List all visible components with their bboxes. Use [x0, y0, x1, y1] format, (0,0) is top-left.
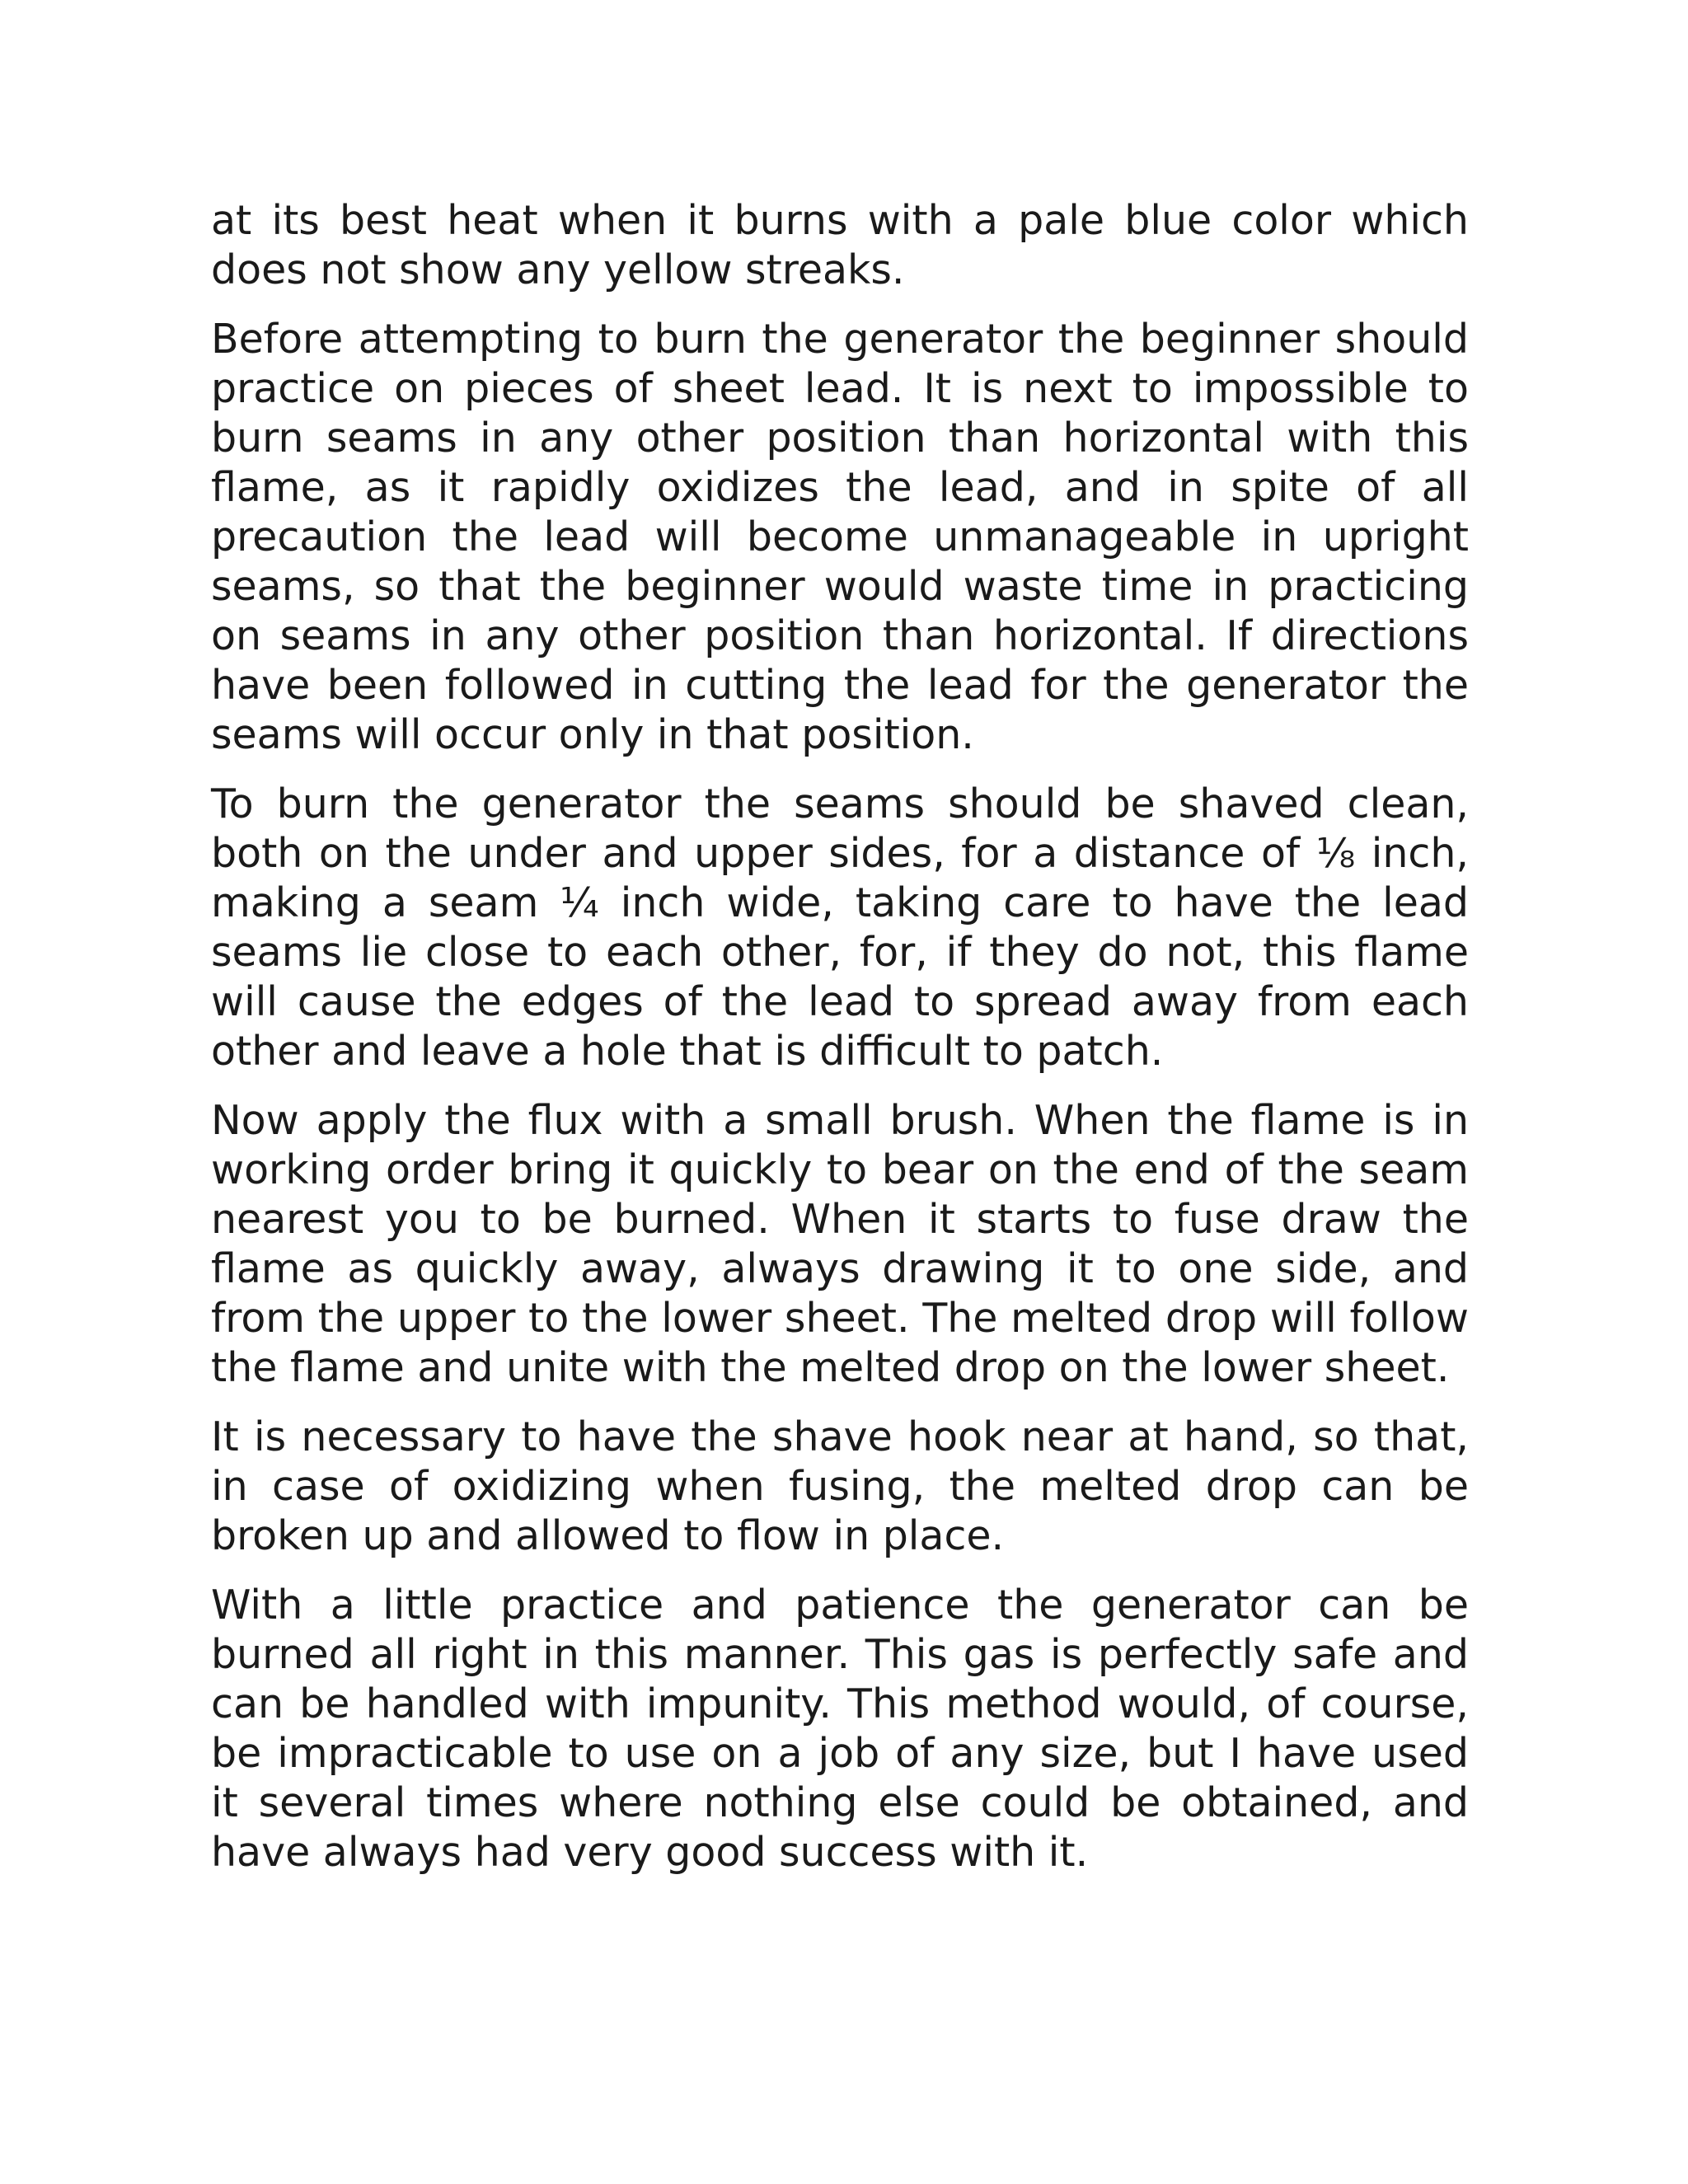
paragraph-1: at its best heat when it burns with a pale blue color which does not show any yellow streaks. — [211, 197, 1469, 293]
paragraph-4: Now apply the flux with a small brush. When the flame is in working order bring it quickly to bear on the end of the seam nearest you to be burned. When it starts to fuse draw the flame as quickly away, always drawing it to one side, and from the upper to the lower sheet. The melted drop will follow the flame and unite with the melted drop on the lower sheet. — [211, 1097, 1469, 1391]
page-body — [211, 196, 1469, 1897]
paragraph-2: Before attempting to burn the generator the beginner should practice on pieces of sheet lead. It is next to impossible to burn seams in any other position than horizontal with this flame, as it rapidly oxidizes the lead, and in spite of all precaution the lead will become unmanageable in upright seams, so that the beginner would waste time in practicing on seams in any other position than horizontal. If directions have been followed in cutting the lead for the generator the seams will occur only in that position. — [211, 316, 1469, 758]
paragraph-3: To burn the generator the seams should be shaved clean, both on the under and upper sides, for a distance of ⅛ inch, making a seam ¼ inch wide, taking care to have the lead seams lie close to each other, for, if they do not, this flame will cause the edges of the lead to spread away from each other and leave a hole that is difficult to patch. — [211, 780, 1469, 1075]
paragraph-5: It is necessary to have the shave hook near at hand, so that, in case of oxidizing when fusing, the melted drop can be broken up and allowed to flow in place. — [211, 1413, 1469, 1559]
paragraph-6: With a little practice and patience the generator can be burned all right in this manner. This gas is perfectly safe and can be handled with impunity. This method would, of course, be impracticable to use on a job of any size, but I have used it several times where nothing else could be obtained, and have always had very good success with it. — [211, 1582, 1469, 1876]
